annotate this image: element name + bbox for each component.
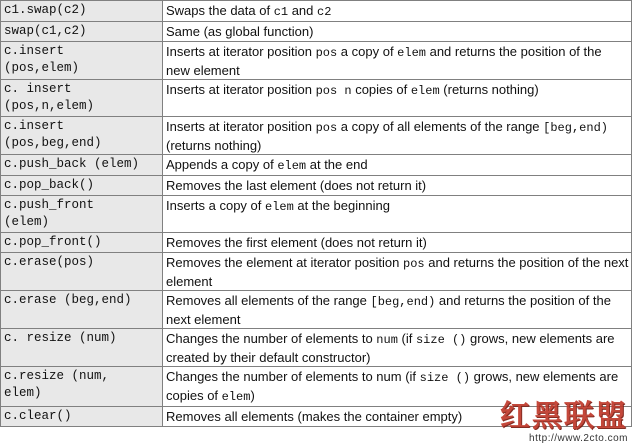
description-cell (163, 22, 632, 42)
description-text: Inserts at iterator position (166, 119, 316, 134)
watermark-logo: 红黑联盟 (500, 399, 628, 434)
operation-cell: c.pop_back() (1, 176, 163, 196)
table-row (1, 329, 632, 367)
table-row (1, 196, 632, 233)
description-text: Removes the element at iterator position (166, 255, 404, 270)
description-text: at the end (306, 157, 368, 172)
description-cell (163, 1, 632, 22)
description-text: ) (250, 388, 255, 403)
description-cell (163, 80, 632, 117)
table-row (1, 117, 632, 155)
description-text: copies of (351, 82, 411, 97)
description-text: and returns the position of the next element (166, 293, 611, 327)
table-row (1, 155, 632, 176)
code-fragment: pos (315, 121, 338, 135)
watermark-url: http://www.2cto.com (529, 433, 628, 444)
code-fragment: elem (265, 200, 294, 214)
description-text: Removes the last element (does not return it) (166, 178, 427, 193)
code-fragment: size () (415, 333, 467, 347)
table-row (1, 22, 632, 42)
table-row (1, 176, 632, 196)
code-fragment: elem (397, 46, 426, 60)
description-text: Swaps the data of (166, 3, 274, 18)
operation-cell: c1.swap(c2) (1, 1, 163, 22)
description-text: Changes the number of elements to (166, 331, 377, 346)
operation-cell: c.push_front (elem) (1, 196, 163, 233)
table-row (1, 291, 632, 329)
code-fragment: pos (315, 46, 338, 60)
code-fragment: [beg,end) (543, 121, 608, 135)
operation-cell: c.insert (pos,elem) (1, 42, 163, 80)
description-cell (163, 291, 632, 329)
table-row (1, 42, 632, 80)
operation-cell: c. insert (pos,n,elem) (1, 80, 163, 117)
code-fragment: [beg,end) (370, 295, 436, 309)
operation-cell: c. resize (num) (1, 329, 163, 367)
description-cell (163, 42, 632, 80)
description-text: Removes all elements (makes the container empty) (166, 409, 463, 424)
code-fragment: pos (403, 257, 425, 271)
operation-cell: swap(c1,c2) (1, 22, 163, 42)
operation-cell: c.erase (beg,end) (1, 291, 163, 329)
description-text: grows, new elements are copies of (166, 369, 619, 403)
description-cell (163, 329, 632, 367)
code-fragment: c2 (317, 5, 332, 19)
code-fragment: size () (419, 371, 471, 385)
description-text: a copy of all elements of the range (337, 119, 544, 134)
operation-cell: c.pop_front() (1, 233, 163, 253)
description-text: Inserts at iterator position (166, 44, 316, 59)
description-cell (163, 253, 632, 291)
code-fragment: c1 (273, 5, 289, 19)
code-fragment: elem (410, 84, 440, 98)
description-cell (163, 196, 632, 233)
description-cell (163, 155, 632, 176)
description-cell (163, 407, 632, 427)
description-text: and (288, 3, 318, 18)
description-cell (163, 176, 632, 196)
table-row (1, 233, 632, 253)
description-text: (if (397, 331, 416, 346)
description-text: (returns nothing) (439, 82, 539, 97)
description-text: (returns nothing) (166, 138, 262, 153)
description-text: Appends a copy of (166, 157, 278, 172)
description-text: at the beginning (293, 198, 390, 213)
description-text: grows, new elements are created by their default constructor) (166, 331, 615, 365)
table-row (1, 407, 632, 427)
operation-cell: c.erase(pos) (1, 253, 163, 291)
code-fragment: num (376, 333, 398, 347)
operation-cell: c.resize (num, elem) (1, 367, 163, 407)
code-fragment: elem (277, 159, 307, 173)
description-text: a copy of (337, 44, 398, 59)
description-cell (163, 367, 632, 407)
code-fragment: elem (221, 390, 251, 404)
description-text: Same (as global function) (166, 24, 314, 39)
table-row (1, 253, 632, 291)
description-text: and returns the position of the next element (166, 255, 629, 289)
description-text: Inserts a copy of (166, 198, 265, 213)
operation-cell: c.push_back (elem) (1, 155, 163, 176)
operations-table-body (1, 1, 632, 427)
description-text: Inserts at iterator position (166, 82, 316, 97)
description-text: Removes all elements of the range (166, 293, 371, 308)
table-row (1, 1, 632, 22)
operation-cell: c.clear() (1, 407, 163, 427)
table-row (1, 80, 632, 117)
code-fragment: pos n (315, 84, 352, 98)
description-text: Changes the number of elements to num (if (166, 369, 420, 384)
operation-cell: c.insert (pos,beg,end) (1, 117, 163, 155)
description-cell (163, 233, 632, 253)
description-text: Removes the first element (does not return it) (166, 235, 427, 250)
table-row (1, 367, 632, 407)
description-cell (163, 117, 632, 155)
description-text: and returns the position of the new element (166, 44, 602, 78)
